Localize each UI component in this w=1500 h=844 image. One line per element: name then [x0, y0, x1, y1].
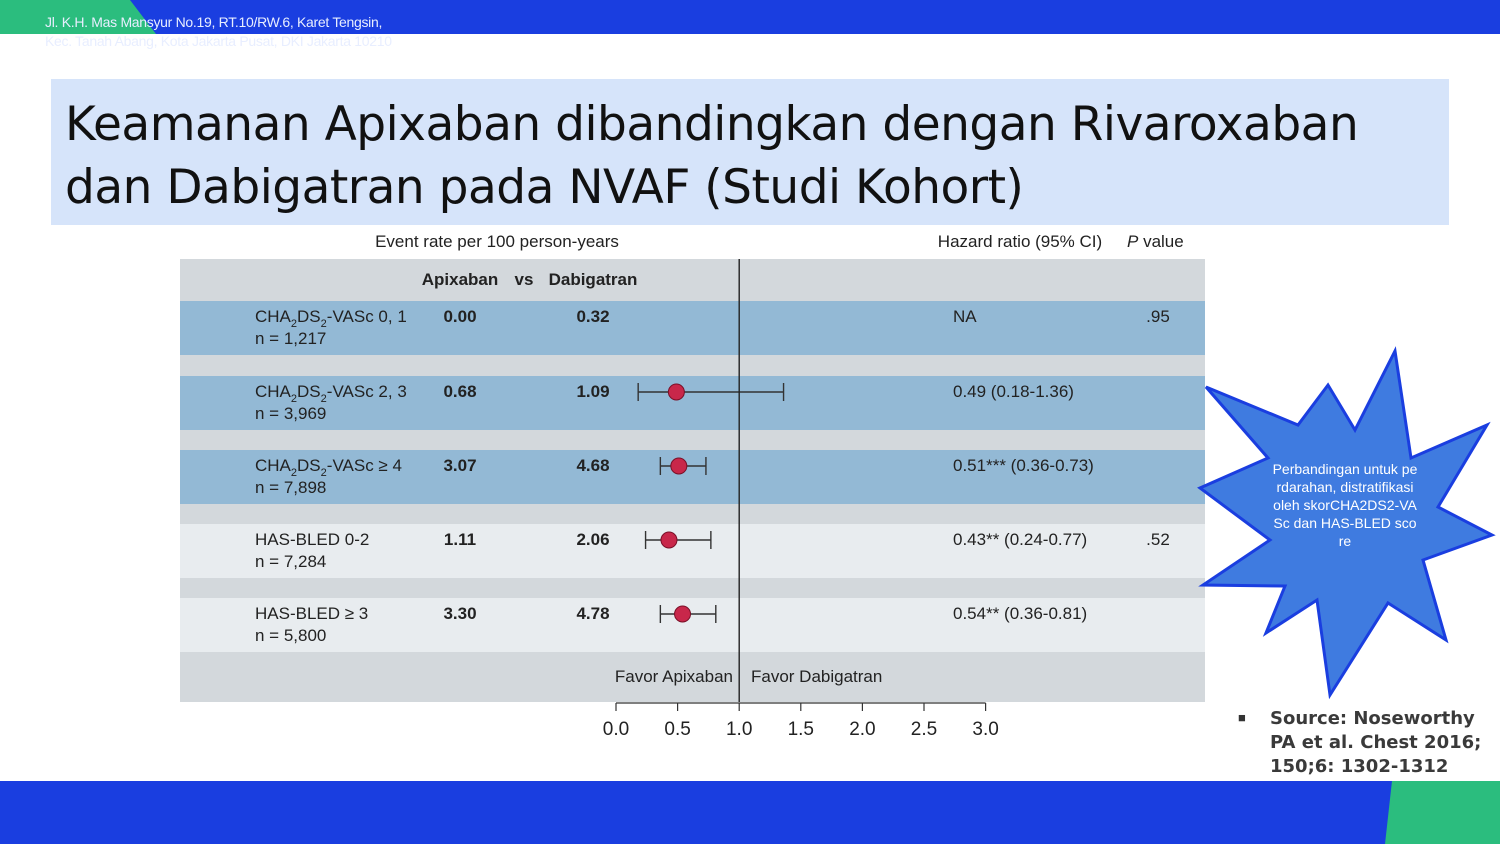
row-n: n = 7,898: [255, 478, 327, 497]
footer-phone: Telp: (021) 572 1045: [395, 33, 521, 49]
favor-right-label: Favor Dabigatran: [751, 667, 883, 686]
bullet-icon: ■: [1238, 710, 1246, 725]
row-n: n = 3,969: [255, 404, 327, 423]
apixaban-rate: 1.11: [443, 530, 477, 549]
group-label-dabigatran: Dabigatran: [548, 270, 638, 289]
row-label: HAS-BLED 0-2: [255, 530, 370, 549]
hazard-ratio-header: Hazard ratio (95% CI): [937, 232, 1103, 251]
x-tick-label: 3.0: [972, 719, 999, 740]
starburst-text: Perbandingan untuk perdarahan, distratifikasi oleh skorCHA2DS2-VASc dan HAS-BLED score: [1272, 461, 1418, 549]
event-rate-header: Event rate per 100 person-years: [375, 232, 619, 251]
hazard-ratio-text: 0.43** (0.24-0.77): [953, 530, 1088, 549]
apixaban-rate: 0.00: [443, 307, 477, 326]
footer-address-line2: [45, 33, 521, 49]
x-tick-label: 1.5: [787, 719, 815, 740]
p-value-header: P value: [1127, 232, 1184, 251]
hazard-ratio-text: 0.51*** (0.36-0.73): [953, 456, 1094, 475]
row-label: $CHA_2DS_2$-VASc ≥ 4: [255, 456, 402, 479]
dabigatran-rate: 4.68: [576, 456, 610, 475]
row-n: n = 7,284: [255, 552, 327, 571]
dabigatran-rate: 4.78: [576, 604, 610, 623]
dabigatran-rate: 0.32: [576, 307, 610, 326]
footer-bar: [0, 781, 1500, 844]
hazard-ratio-text: NA: [953, 307, 977, 326]
favor-left-label: Favor Apixaban: [614, 667, 733, 686]
row-n: n = 1,217: [255, 329, 327, 348]
x-tick-label: 2.0: [849, 719, 876, 740]
footer-address-line2-text: Kec. Tanah Abang, Kota Jakarta Pusat, DKI Jakarta 10210: [45, 33, 392, 49]
slide-title: Keamanan Apixaban dibandingkan dengan Rivaroxaban dan Dabigatran pada NVAF (Studi Kohort): [65, 97, 1359, 215]
source-text: Source: Noseworthy PA et al. Chest 2016; 150;6: 1302-1312: [1270, 708, 1482, 777]
apixaban-rate: 3.07: [443, 456, 477, 475]
dabigatran-rate: 1.09: [576, 382, 610, 401]
row-label: $CHA_2DS_2$-VASc 2, 3: [255, 382, 407, 405]
footer-address-line1: Jl. K.H. Mas Mansyur No.19, RT.10/RW.6, Karet Tengsin,: [45, 14, 383, 30]
row-n: n = 5,800: [255, 626, 327, 645]
hazard-ratio-text: 0.54** (0.36-0.81): [953, 604, 1088, 623]
row-label: $CHA_2DS_2$-VASc 0, 1: [255, 307, 407, 330]
row-label: HAS-BLED ≥ 3: [255, 604, 369, 623]
x-tick-label: 0.0: [602, 719, 630, 740]
group-label-vs: vs: [514, 270, 534, 289]
x-tick-label: 2.5: [910, 719, 938, 740]
apixaban-rate: 0.68: [443, 382, 477, 401]
dabigatran-rate: 2.06: [576, 530, 610, 549]
p-value: .52: [1146, 530, 1170, 549]
group-label-apixaban: Apixaban: [421, 270, 499, 289]
x-tick-label: 0.5: [664, 719, 691, 740]
apixaban-rate: 3.30: [443, 604, 477, 623]
x-tick-label: 1.0: [725, 719, 753, 740]
hazard-ratio-text: 0.49 (0.18-1.36): [953, 382, 1074, 401]
p-value: .95: [1146, 307, 1170, 326]
